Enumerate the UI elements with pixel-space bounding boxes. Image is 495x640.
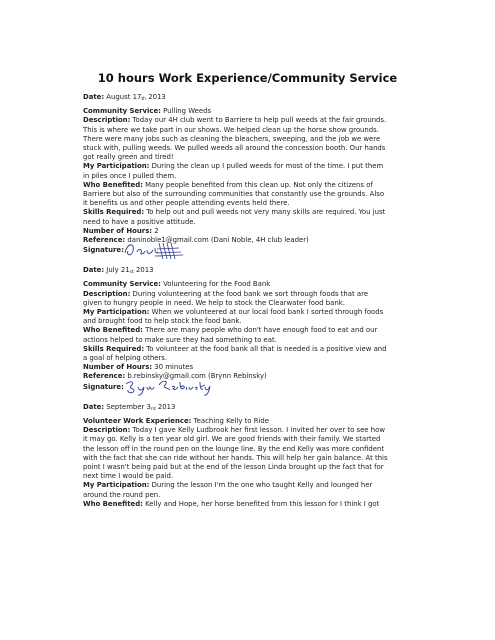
service-line — [83, 107, 418, 116]
benefited-line-cont — [83, 199, 418, 208]
date-suffix: th — [141, 97, 147, 102]
description-line-cont-text: got really green and tired! — [83, 153, 174, 162]
description-line-text: During volunteering at the food bank we sort through foods that are — [130, 289, 369, 298]
skills-line-cont — [83, 218, 418, 227]
description-line — [83, 116, 418, 125]
benefited-line-cont — [83, 336, 418, 345]
participation-line-cont — [83, 491, 418, 500]
skills-line-text: To help out and pull weeds not very many skills are required. You just — [144, 208, 386, 217]
participation-line-cont-text: and brought food to help stock the food bank. — [83, 317, 242, 326]
date-year: 2013 — [146, 93, 166, 101]
handwritten-signature — [123, 376, 213, 401]
benefited-line-cont-text: it benefits us and other people attending events held there. — [83, 199, 290, 208]
description-line-cont-text: it may go. Kelly is a ten year old girl. We are good friends with their family. We started — [83, 435, 381, 444]
date-label: Date: — [83, 402, 105, 411]
benefited-line-cont — [83, 190, 418, 199]
benefited-line-cont-text: actions helped to make sure they had something to eat. — [83, 335, 277, 344]
participation-line-cont-text: in piles once I pulled them. — [83, 171, 177, 180]
benefited-line-cont-text: Barriere but also of the surrounding communities that constantly use the grounds. Also — [83, 190, 385, 199]
participation-line — [83, 162, 418, 171]
hours-line-label: Number of Hours: — [83, 226, 153, 235]
skills-line-label: Skills Required: — [83, 208, 145, 217]
date-year: 2013 — [155, 402, 176, 411]
description-line-cont — [83, 126, 418, 135]
benefited-line — [83, 500, 418, 509]
hours-line — [83, 363, 418, 372]
service-line-text: Teaching Kelly to Ride — [191, 416, 270, 425]
description-line-cont-text: stuck with, pulling weeds. We pulled weeds all around the concession booth. Our hands — [83, 144, 386, 153]
reference-line-text: b.rebinsky@gmail.com (Brynn Rebinsky) — [125, 372, 267, 381]
description-line-cont-text: with the fact that she can ride without her hands. This will help her gain balance. At this — [83, 453, 388, 462]
description-line — [83, 426, 418, 435]
document-body — [83, 93, 418, 509]
benefited-line-text: Kelly and Hope, her horse benefited from this lesson for I think I got — [142, 499, 380, 508]
hours-line-text: 30 minutes — [152, 363, 194, 372]
description-line-cont-text: There were many jobs such as cleaning the bleachers, sweeping, and the job we were — [83, 134, 381, 143]
description-line-cont-text: point I wasn't being paid but at the end of the lesson Linda brought up the fact that for — [83, 462, 384, 471]
skills-line-text: To volunteer at the food bank all that is needed is a positive view and — [144, 344, 387, 353]
description-line-cont — [83, 463, 418, 472]
service-line — [83, 280, 418, 289]
service-line-text: Pulling Weeds — [160, 107, 212, 116]
benefited-line-label: Who Benefited: — [83, 180, 143, 189]
description-line-cont-text: This is where we take part in our shows. We helped clean up the horse show grounds. — [83, 125, 379, 134]
signature-row — [83, 245, 418, 259]
participation-line-text: During the clean up I pulled weeds for most of the time. I put them — [149, 162, 384, 171]
signature-label: Signature: — [83, 382, 124, 391]
entry-date — [83, 93, 418, 103]
description-line-text: Today I gave Kelly Ludbrook her first lesson. I invited her over to see how — [130, 426, 385, 435]
skills-line-cont-text: need to have a positive attitude. — [83, 217, 196, 226]
description-line-cont-text: next time I would be paid. — [83, 472, 174, 481]
participation-line-label: My Participation: — [83, 481, 150, 490]
hours-line — [83, 227, 418, 236]
handwritten-signature — [123, 239, 203, 264]
description-line-text: Today our 4H club went to Barriere to help pull weeds at the fair grounds. — [130, 116, 387, 125]
reference-line-label: Reference: — [83, 372, 126, 381]
signature-label: Signature: — [83, 246, 124, 255]
date-value: July 21 — [104, 266, 130, 275]
service-line — [83, 417, 418, 426]
date-year: 2013 — [133, 266, 154, 275]
hours-line-text: 2 — [152, 226, 159, 235]
reference-line-label: Reference: — [83, 236, 126, 245]
skills-line — [83, 208, 418, 217]
benefited-line-text: There are many people who don't have enough food to eat and our — [142, 326, 378, 335]
description-line-label: Description: — [83, 116, 131, 125]
benefited-line-label: Who Benefited: — [83, 326, 143, 335]
participation-line-text: When we volunteered at our local food bank I sorted through foods — [149, 308, 384, 317]
date-value: September 3 — [104, 402, 151, 411]
participation-line — [83, 481, 418, 490]
benefited-line-label: Who Benefited: — [83, 499, 143, 508]
description-line-cont — [83, 144, 418, 153]
entry-date — [83, 266, 418, 276]
description-line-cont — [83, 472, 418, 481]
service-line-label: Community Service: — [83, 107, 161, 116]
date-label: Date: — [83, 266, 105, 275]
participation-line-label: My Participation: — [83, 162, 150, 171]
description-line-label: Description: — [83, 426, 131, 435]
date-suffix: st — [129, 270, 134, 276]
benefited-line-text: Many people benefited from this clean up. Not only the citizens of — [142, 180, 373, 189]
participation-line-label: My Participation: — [83, 308, 150, 317]
skills-line-cont — [83, 354, 418, 363]
hours-line-label: Number of Hours: — [83, 363, 153, 372]
service-line-label: Community Service: — [83, 280, 161, 289]
date-suffix: rd — [150, 406, 156, 412]
participation-line-cont — [83, 172, 418, 181]
entry-date — [83, 403, 418, 413]
skills-line-cont-text: a goal of helping others. — [83, 354, 168, 363]
description-line-cont — [83, 435, 418, 444]
benefited-line — [83, 326, 418, 335]
benefited-line — [83, 181, 418, 190]
participation-line — [83, 308, 418, 317]
skills-line-label: Skills Required: — [83, 344, 145, 353]
date-value: August 17 — [104, 93, 142, 101]
description-line-cont — [83, 445, 418, 454]
page-title: 10 hours Work Experience/Community Service — [97, 71, 398, 85]
description-line-cont-text: the lesson off in the round pen on the lounge line. By the end Kelly was more confident — [83, 444, 385, 453]
description-line-cont — [83, 135, 418, 144]
description-line-cont — [83, 153, 418, 162]
description-line-label: Description: — [83, 289, 131, 298]
description-line-cont-text: given to hungry people in need. We help to stock the Clearwater food bank. — [83, 298, 345, 307]
participation-line-text: During the lesson I'm the one who taught Kelly and lounged her — [149, 481, 373, 490]
description-line — [83, 290, 418, 299]
reference-line-text: daninoble1@gmail.com (Dani Noble, 4H club leader) — [125, 236, 309, 245]
date-label: Date: — [83, 93, 105, 101]
description-line-cont — [83, 454, 418, 463]
signature-row — [83, 382, 418, 396]
service-line-text: Volunteering for the Food Bank — [160, 280, 271, 289]
participation-line-cont-text: around the round pen. — [83, 490, 161, 499]
description-line-cont — [83, 299, 418, 308]
participation-line-cont — [83, 317, 418, 326]
skills-line — [83, 345, 418, 354]
service-line-label: Volunteer Work Experience: — [83, 416, 192, 425]
